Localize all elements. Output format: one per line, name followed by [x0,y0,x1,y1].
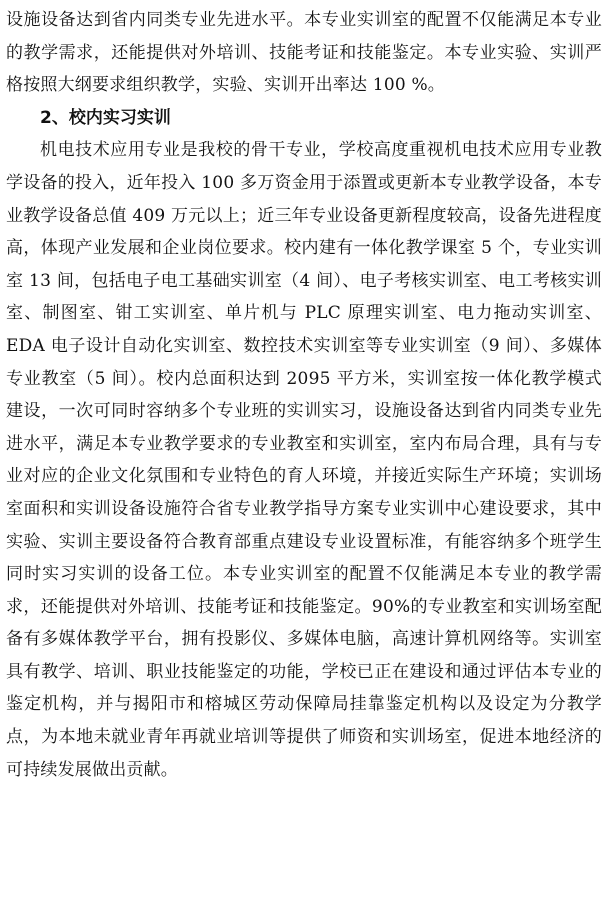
body-paragraph-2: 机电技术应用专业是我校的骨干专业，学校高度重视机电技术应用专业教学设备的投入，近年投入 100 多万资金用于添置或更新本专业教学设备，本专业教学设备总值 409 万元以上；近三年专业设备更新程度较高，设备先进程度高，体现产业发展和企业岗位要求。校内建有一体化教学课室 5 个，专业实训室 13 间，包括电子电工基础实训室（4 间）、电子考核实训室、电工考核实训室、制图室、钳工实训室、单片机与 PLC 原理实训室、电力拖动实训室、EDA 电子设计自动化实训室、数控技术实训室等专业实训室（9 间）、多媒体专业教室（5 间）。校内总面积达到 2095 平方米，实训室按一体化教学模式建设，一次可同时容纳多个专业班的实训实习，设施设备达到省内同类专业先进水平，满足本专业教学要求的专业教室和实训室，室内布局合理，具有与专业对应的企业文化氛围和专业特色的育人环境，并接近实际生产环境；实训场室面积和实训设备设施符合省专业教学指导方案专业实训中心建设要求，其中实验、实训主要设备符合教育部重点建设专业设置标准，有能容纳多个班学生同时实习实训的设备工位。本专业实训室的配置不仅能满足本专业的教学需求，还能提供对外培训、技能考证和技能鉴定。90%的专业教室和实训场室配备有多媒体教学平台，拥有投影仪、多媒体电脑，高速计算机网络等。实训室具有教学、培训、职业技能鉴定的功能，学校已正在建设和通过评估本专业的鉴定机构，并与揭阳市和榕城区劳动保障局挂靠鉴定机构以及设定为分教学点，为本地未就业青年再就业培训等提供了师资和实训场室，促进本地经济的可持续发展做出贡献。 [6,140,602,780]
section-heading: 2、校内实习实训 [40,107,171,128]
body-paragraph-1: 设施设备达到省内同类专业先进水平。本专业实训室的配置不仅能满足本专业的教学需求，还能提供对外培训、技能考证和技能鉴定。本专业实验、实训严格按照大纲要求组织教学，实验、实训开出率达 100 %。 [6,10,602,96]
